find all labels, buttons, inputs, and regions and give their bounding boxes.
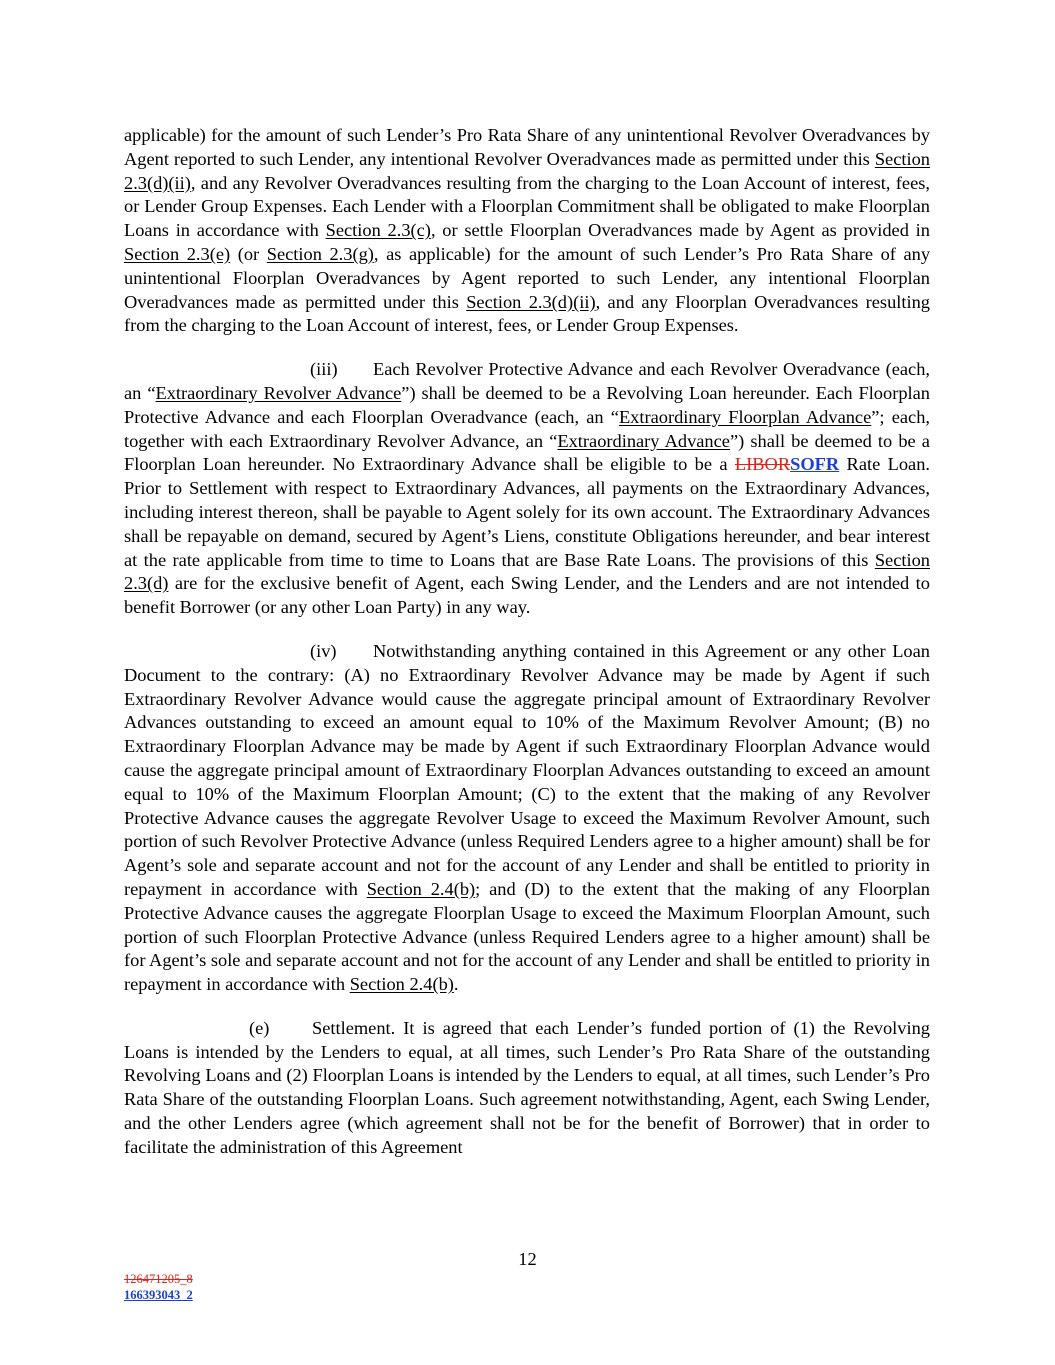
text-run: , and any Revolver Overadvances resulting from the charging to the Loan Account of interest, fees, or Lender Group Expenses. Each Lender with a Floorplan Commitment shall be obligated to make Floorplan Loans in accordance with bbox=[124, 172, 930, 241]
section-ref: Section 2.4(b) bbox=[366, 878, 476, 899]
text-run: Settlement. It is agreed that each Lender’s funded portion of (1) the Revolving Loans is intended by the Lenders to equal, at all times, such Lender’s Pro Rata Share of the outstanding Revolving Loans and (2) Floorplan Loans is intended by the Lenders to equal, at all times, such Lender’s Pro Rata Share of the outstanding Floorplan Loans. Such agreement notwithstanding, Agent, each Swing Lender, and the other Lenders agree (which agreement shall not be for the benefit of Borrower) that in order to facilitate the administration of this Agreement bbox=[124, 1017, 930, 1157]
text-run: applicable) for the amount of such Lender’s Pro Rata Share of any unintentional Revolver Overadvances by Agent reported to such Lender, any intentional Revolver Overadvances made as permitted under this bbox=[124, 125, 930, 169]
text-run: Rate Loan. Prior to Settlement with respect to Extraordinary Advances, all payments on the Extraordinary Advances, including interest thereon, shall be payable to Agent solely for its own account. The Extraordinary Advances shall be repayable on demand, secured by Agent’s Liens, constitute Obligations hereunder, and bear interest at the rate applicable from time to time to Loans that are Base Rate Loans. The provisions of this bbox=[124, 454, 931, 570]
doc-id-deleted: 126471205_8 bbox=[124, 1272, 193, 1286]
text-run: ”) shall be deemed to be a Revolving Loan hereunder. Each Floorplan Protective Advance and each Floorplan Overadvance (each, an “ bbox=[124, 382, 930, 427]
text-run: . bbox=[453, 974, 459, 995]
text-run: , or settle Floorplan Overadvances made by Agent as provided in bbox=[430, 220, 930, 241]
page-number: 12 bbox=[518, 1249, 537, 1269]
defined-term: Extraordinary Revolver Advance bbox=[155, 382, 402, 403]
paragraph-overadvance-obligations bbox=[124, 124, 930, 338]
doc-id-inserted: 166393043_2 bbox=[124, 1288, 193, 1302]
text-run: Each Revolver Protective Advance and each Revolver Overadvance (each, an “ bbox=[124, 359, 930, 403]
clause-number: (iv) bbox=[310, 640, 337, 661]
document-body bbox=[124, 124, 930, 1160]
section-ref: Section 2.3(c) bbox=[325, 220, 431, 241]
section-ref: Section 2.3(e) bbox=[124, 243, 231, 264]
defined-term: Extraordinary Advance bbox=[557, 430, 730, 451]
redline-insertion: SOFR bbox=[790, 454, 840, 475]
section-ref: Section 2.3(d)(ii) bbox=[466, 291, 596, 312]
text-run: ; and (D) to the extent that the making of any Floorplan Protective Advance causes the aggregate Floorplan Usage to exceed the Maximum Floorplan Amount, such portion of such Floorplan Protective Advance (unless Required Lenders agree to a higher amount) shall be for Agent’s sole and separate account and not for the account of any Lender and shall be entitled to priority in repayment in accordance with bbox=[124, 878, 930, 995]
paragraph-iii-extraordinary-advances bbox=[124, 358, 930, 620]
clause-number: (e) bbox=[249, 1017, 270, 1038]
clause-number: (iii) bbox=[310, 359, 338, 380]
redline-deletion: LIBOR bbox=[734, 454, 791, 475]
section-ref: Section 2.4(b) bbox=[349, 974, 454, 995]
text-run: ”; each, together with each Extraordinary Revolver Advance, an “ bbox=[124, 406, 930, 451]
text-run: ”) shall be deemed to be a Floorplan Loan hereunder. No Extraordinary Advance shall be eligible to be a bbox=[124, 430, 930, 475]
paragraph-e-settlement bbox=[124, 1017, 930, 1160]
section-ref: Section 2.3(d) bbox=[124, 549, 930, 594]
section-ref: Section 2.3(d)(ii) bbox=[124, 148, 930, 193]
text-run: (or bbox=[230, 243, 267, 264]
paragraph-iv-limits bbox=[124, 640, 930, 997]
section-ref: Section 2.3(g) bbox=[266, 243, 374, 264]
defined-term: Extraordinary Floorplan Advance bbox=[618, 406, 872, 427]
text-run: , as applicable) for the amount of such Lender’s Pro Rata Share of any unintentional Floorplan Overadvances by Agent reported to such Lender, any intentional Floorplan Overadvances made as permitted under this bbox=[124, 243, 931, 312]
text-run: are for the exclusive benefit of Agent, each Swing Lender, and the Lenders and are not intended to benefit Borrower (or any other Loan Party) in any way. bbox=[124, 573, 930, 618]
text-run: Notwithstanding anything contained in this Agreement or any other Loan Document to the contrary: (A) no Extraordinary Revolver Advance may be made by Agent if such Extraordinary Revolver Advance would cause the aggregate principal amount of Extraordinary Revolver Advances outstanding to exceed an amount equal to 10% of the Maximum Revolver Amount; (B) no Extraordinary Floorplan Advance may be made by Agent if such Extraordinary Floorplan Advance would cause the aggregate principal amount of Extraordinary Floorplan Advances outstanding to exceed an amount equal to 10% of the Maximum Floorplan Amount; (C) to the extent that the making of any Revolver Protective Advance causes the aggregate Revolver Usage to exceed the Maximum Revolver Amount, such portion of such Revolver Protective Advance (unless Required Lenders agree to a higher amount) shall be for Agent’s sole and separate account and not for the account of any Lender and shall be entitled to priority in repayment in accordance with bbox=[124, 640, 930, 899]
text-run: , and any Floorplan Overadvances resulting from the charging to the Loan Account of interest, fees, or Lender Group Expenses. bbox=[124, 291, 930, 336]
